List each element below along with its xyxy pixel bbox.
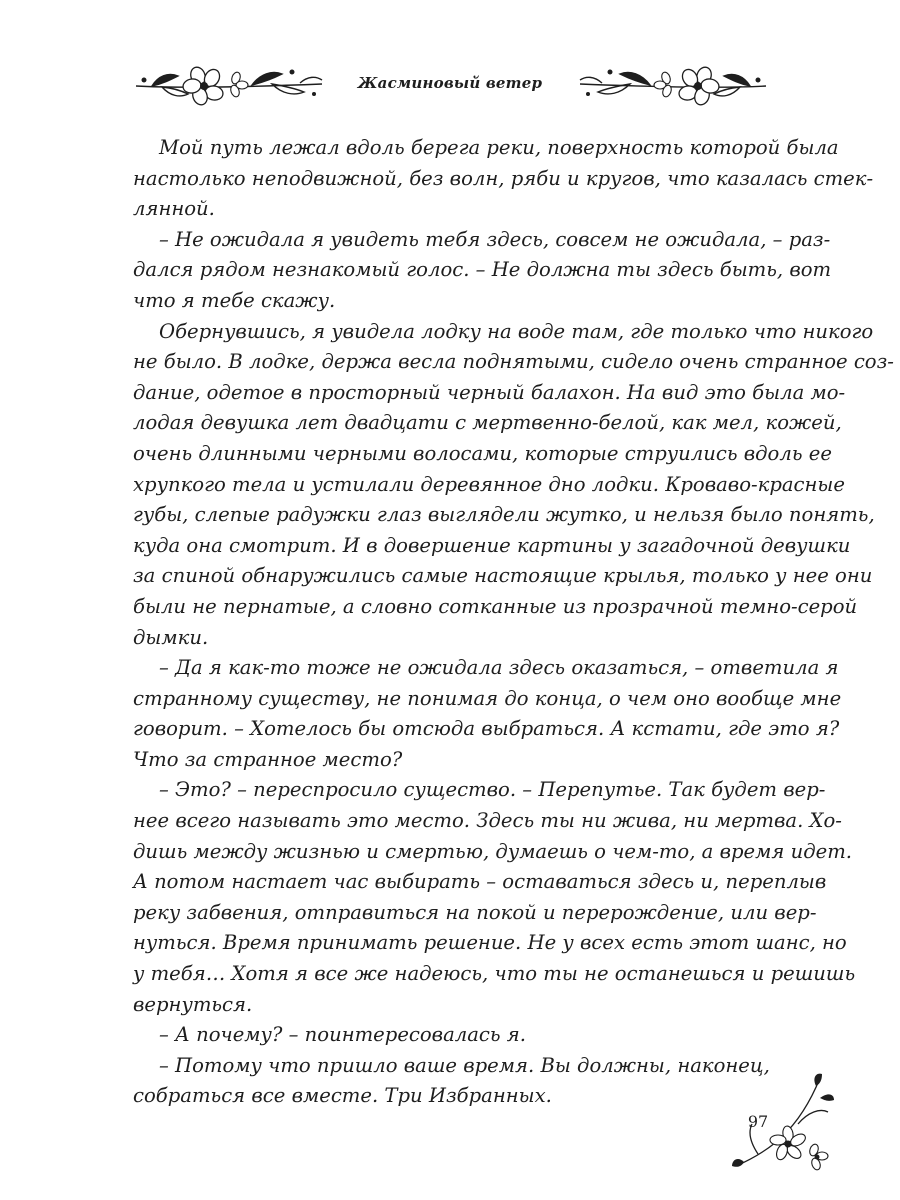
text-line: реку забвения, отправиться на покой и перерождение, или вер- [133,900,817,924]
text-line: куда она смотрит. И в довершение картины у загадочной девушки [133,533,851,557]
page-header [0,58,900,118]
running-title: Жасминовый ветер [357,74,543,92]
text-line: нуться. Время принимать решение. Не у всех есть этот шанс, но [133,931,847,955]
text-line: странному существу, не понимая до конца, о чем оно вообще мне [133,686,842,710]
text-line: дишь между жизнью и смертью, думаешь о чем-то, а время идет. [133,839,853,863]
text-line: не было. В лодке, держа весла поднятыми, сидело очень странное соз- [133,350,894,374]
text-line: дание, одетое в просторный черный балахон. На вид это была мо- [133,380,846,404]
text-line: – Не ожидала я увидеть тебя здесь, совсем не ожидала, – раз- [159,227,831,251]
text-line: Обернувшись, я увидела лодку на воде там, где только что никого [159,319,874,343]
text-line: дымки. [133,625,209,649]
text-line: очень длинными черными волосами, которые струились вдоль ее [133,441,832,465]
page-number: 97 [747,1112,769,1131]
text-line: у тебя… Хотя я все же надеюсь, что ты не останешься и решишь [133,962,856,986]
text-line: за спиной обнаружились самые настоящие крылья, только у нее они [133,564,873,588]
text-line: – Потому что пришло ваше время. Вы должны, наконец, [159,1053,770,1077]
text-line: были не пернатые, а словно сотканные из прозрачной темно-серой [133,594,858,618]
text-line: А потом настает час выбирать – оставаться здесь и, переплыв [133,870,827,894]
jasmine-branch-right-icon [578,58,770,110]
text-line: – Да я как-то тоже не ожидала здесь оказаться, – ответила я [159,656,839,680]
text-line: вернуться. [133,992,253,1016]
text-line: лодая девушка лет двадцати с мертвенно-белой, как мел, кожей, [133,411,842,435]
text-line: – Это? – переспросило существо. – Перепутье. Так будет вер- [159,778,826,802]
jasmine-branch-left-icon [132,58,324,110]
text-line: говорит. – Хотелось бы отсюда выбраться. А кстати, где это я? [133,717,840,741]
text-line: что я тебе скажу. [133,288,336,312]
text-line: нее всего называть это место. Здесь ты ни жива, ни мертва. Хо- [133,809,842,833]
text-line: – А почему? – поинтересовалась я. [159,1023,527,1047]
text-line: губы, слепые радужки глаз выглядели жутко, и нельзя было понять, [133,503,875,527]
text-line: дался рядом незнакомый голос. – Не должна ты здесь быть, вот [133,258,832,282]
text-line: Что за странное место? [133,747,403,771]
text-line: собраться все вместе. Три Избранных. [133,1084,552,1108]
text-line: настолько неподвижной, без волн, ряби и кругов, что казалась стек- [133,166,874,190]
text-line: лянной. [133,197,215,221]
text-line: Мой путь лежал вдоль берега реки, поверхность которой была [159,136,839,159]
text-line: хрупкого тела и устилали деревянное дно лодки. Кроваво-красные [133,472,845,496]
body-text [133,133,894,1112]
